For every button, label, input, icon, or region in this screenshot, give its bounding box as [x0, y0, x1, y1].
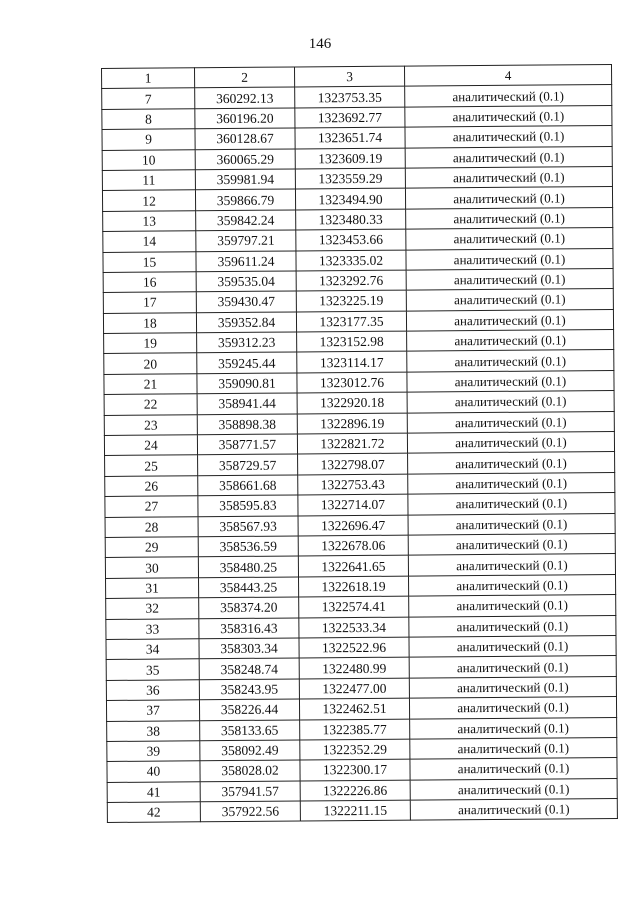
- point-number-cell: 23: [104, 414, 197, 435]
- header-cell-method: 4: [404, 64, 611, 86]
- x-coordinate-cell: 359312.23: [197, 332, 297, 353]
- y-coordinate-cell: 1322896.19: [297, 413, 407, 434]
- y-coordinate-cell: 1322714.07: [298, 494, 408, 515]
- x-coordinate-cell: 358092.49: [200, 740, 300, 761]
- method-cell: аналитический (0.1): [407, 391, 614, 413]
- point-number-cell: 37: [106, 700, 199, 721]
- method-cell: аналитический (0.1): [408, 554, 615, 576]
- method-cell: аналитический (0.1): [405, 85, 612, 107]
- method-cell: аналитический (0.1): [405, 146, 612, 168]
- point-number-cell: 32: [106, 598, 199, 619]
- point-number-cell: 8: [102, 109, 195, 130]
- point-number-cell: 26: [105, 476, 198, 497]
- point-number-cell: 38: [107, 720, 200, 741]
- x-coordinate-cell: 358028.02: [200, 760, 300, 781]
- method-cell: аналитический (0.1): [407, 370, 614, 392]
- x-coordinate-cell: 360196.20: [195, 108, 295, 129]
- x-coordinate-cell: 358536.59: [198, 536, 298, 557]
- y-coordinate-cell: 1322226.86: [300, 780, 410, 801]
- point-number-cell: 15: [103, 251, 196, 272]
- x-coordinate-cell: 357922.56: [200, 801, 300, 822]
- y-coordinate-cell: 1323753.35: [295, 87, 405, 108]
- table-body: [102, 85, 618, 823]
- point-number-cell: 36: [106, 679, 199, 700]
- point-number-cell: 40: [107, 761, 200, 782]
- coordinates-sheet: [101, 64, 617, 823]
- point-number-cell: 16: [103, 272, 196, 293]
- y-coordinate-cell: 1323335.02: [296, 250, 406, 271]
- header-cell-y: 3: [294, 66, 404, 87]
- point-number-cell: 39: [107, 741, 200, 762]
- x-coordinate-cell: 358941.44: [197, 393, 297, 414]
- y-coordinate-cell: 1323012.76: [297, 372, 407, 393]
- point-number-cell: 17: [103, 292, 196, 313]
- point-number-cell: 33: [106, 618, 199, 639]
- y-coordinate-cell: 1322480.99: [299, 657, 409, 678]
- point-number-cell: 12: [102, 190, 195, 211]
- x-coordinate-cell: 358480.25: [198, 556, 298, 577]
- x-coordinate-cell: 358567.93: [198, 516, 298, 537]
- x-coordinate-cell: 358374.20: [199, 597, 299, 618]
- method-cell: аналитический (0.1): [409, 635, 616, 657]
- point-number-cell: 28: [105, 516, 198, 537]
- method-cell: аналитический (0.1): [406, 228, 613, 250]
- header-cell-point: 1: [102, 68, 195, 89]
- method-cell: аналитический (0.1): [406, 289, 613, 311]
- method-cell: аналитический (0.1): [408, 493, 615, 515]
- y-coordinate-cell: 1323480.33: [296, 209, 406, 230]
- point-number-cell: 9: [102, 129, 195, 150]
- y-coordinate-cell: 1322385.77: [300, 719, 410, 740]
- x-coordinate-cell: 359245.44: [197, 352, 297, 373]
- y-coordinate-cell: 1322477.00: [299, 678, 409, 699]
- table-row: [107, 799, 617, 823]
- point-number-cell: 13: [103, 210, 196, 231]
- x-coordinate-cell: 357941.57: [200, 781, 300, 802]
- point-number-cell: 21: [104, 374, 197, 395]
- point-number-cell: 27: [105, 496, 198, 517]
- method-cell: аналитический (0.1): [409, 595, 616, 617]
- method-cell: аналитический (0.1): [409, 615, 616, 637]
- x-coordinate-cell: 358443.25: [199, 577, 299, 598]
- y-coordinate-cell: 1322211.15: [300, 800, 410, 821]
- point-number-cell: 29: [105, 537, 198, 558]
- point-number-cell: 10: [102, 149, 195, 170]
- page-number: 146: [308, 36, 332, 52]
- x-coordinate-cell: 358595.83: [198, 495, 298, 516]
- method-cell: аналитический (0.1): [410, 758, 617, 780]
- point-number-cell: 11: [102, 170, 195, 191]
- method-cell: аналитический (0.1): [406, 268, 613, 290]
- y-coordinate-cell: 1322678.06: [298, 535, 408, 556]
- method-cell: аналитический (0.1): [408, 452, 615, 474]
- y-coordinate-cell: 1323177.35: [296, 311, 406, 332]
- point-number-cell: 34: [106, 639, 199, 660]
- method-cell: аналитический (0.1): [409, 656, 616, 678]
- x-coordinate-cell: 358133.65: [200, 719, 300, 740]
- method-cell: аналитический (0.1): [410, 737, 617, 759]
- x-coordinate-cell: 358226.44: [199, 699, 299, 720]
- point-number-cell: 7: [102, 88, 195, 109]
- y-coordinate-cell: 1323292.76: [296, 270, 406, 291]
- method-cell: аналитический (0.1): [406, 207, 613, 229]
- point-number-cell: 31: [106, 578, 199, 599]
- method-cell: аналитический (0.1): [406, 248, 613, 270]
- method-cell: аналитический (0.1): [406, 309, 613, 331]
- method-cell: аналитический (0.1): [408, 574, 615, 596]
- y-coordinate-cell: 1323225.19: [296, 290, 406, 311]
- point-number-cell: 14: [103, 231, 196, 252]
- point-number-cell: 18: [103, 312, 196, 333]
- x-coordinate-cell: 358729.57: [198, 454, 298, 475]
- y-coordinate-cell: 1322753.43: [298, 474, 408, 495]
- y-coordinate-cell: 1323114.17: [297, 352, 407, 373]
- y-coordinate-cell: 1323692.77: [295, 107, 405, 128]
- method-cell: аналитический (0.1): [407, 330, 614, 352]
- y-coordinate-cell: 1323152.98: [297, 331, 407, 352]
- x-coordinate-cell: 359981.94: [195, 169, 295, 190]
- y-coordinate-cell: 1322300.17: [300, 759, 410, 780]
- method-cell: аналитический (0.1): [409, 697, 616, 719]
- point-number-cell: 35: [106, 659, 199, 680]
- x-coordinate-cell: 359611.24: [196, 250, 296, 271]
- method-cell: аналитический (0.1): [405, 105, 612, 127]
- x-coordinate-cell: 358248.74: [199, 658, 299, 679]
- y-coordinate-cell: 1322798.07: [298, 454, 408, 475]
- x-coordinate-cell: 360065.29: [195, 149, 295, 170]
- x-coordinate-cell: 358661.68: [198, 475, 298, 496]
- y-coordinate-cell: 1322533.34: [299, 617, 409, 638]
- x-coordinate-cell: 359535.04: [196, 271, 296, 292]
- method-cell: аналитический (0.1): [405, 126, 612, 148]
- point-number-cell: 41: [107, 781, 200, 802]
- x-coordinate-cell: 358243.95: [199, 679, 299, 700]
- x-coordinate-cell: 359090.81: [197, 373, 297, 394]
- method-cell: аналитический (0.1): [409, 676, 616, 698]
- x-coordinate-cell: 360292.13: [195, 87, 295, 108]
- x-coordinate-cell: 359430.47: [196, 291, 296, 312]
- y-coordinate-cell: 1322618.19: [299, 576, 409, 597]
- point-number-cell: 24: [104, 435, 197, 456]
- x-coordinate-cell: 358898.38: [197, 414, 297, 435]
- y-coordinate-cell: 1322462.51: [299, 698, 409, 719]
- method-cell: аналитический (0.1): [408, 533, 615, 555]
- y-coordinate-cell: 1323453.66: [296, 229, 406, 250]
- point-number-cell: 25: [105, 455, 198, 476]
- method-cell: аналитический (0.1): [408, 513, 615, 535]
- point-number-cell: 19: [104, 333, 197, 354]
- y-coordinate-cell: 1322920.18: [297, 392, 407, 413]
- y-coordinate-cell: 1323609.19: [295, 148, 405, 169]
- point-number-cell: 20: [104, 353, 197, 374]
- point-number-cell: 22: [104, 394, 197, 415]
- y-coordinate-cell: 1322696.47: [298, 515, 408, 536]
- method-cell: аналитический (0.1): [410, 717, 617, 739]
- point-number-cell: 30: [105, 557, 198, 578]
- coordinates-table: [101, 64, 618, 823]
- header-cell-x: 2: [195, 67, 295, 88]
- method-cell: аналитический (0.1): [407, 350, 614, 372]
- x-coordinate-cell: 359797.21: [196, 230, 296, 251]
- y-coordinate-cell: 1323651.74: [295, 127, 405, 148]
- y-coordinate-cell: 1322352.29: [300, 739, 410, 760]
- x-coordinate-cell: 358771.57: [197, 434, 297, 455]
- x-coordinate-cell: 358303.34: [199, 638, 299, 659]
- y-coordinate-cell: 1322574.41: [299, 596, 409, 617]
- method-cell: аналитический (0.1): [407, 411, 614, 433]
- y-coordinate-cell: 1322522.96: [299, 637, 409, 658]
- method-cell: аналитический (0.1): [405, 187, 612, 209]
- method-cell: аналитический (0.1): [410, 799, 617, 821]
- x-coordinate-cell: 359352.84: [196, 312, 296, 333]
- x-coordinate-cell: 360128.67: [195, 128, 295, 149]
- method-cell: аналитический (0.1): [407, 432, 614, 454]
- y-coordinate-cell: 1322641.65: [298, 555, 408, 576]
- x-coordinate-cell: 358316.43: [199, 618, 299, 639]
- y-coordinate-cell: 1323494.90: [295, 188, 405, 209]
- point-number-cell: 42: [107, 802, 200, 823]
- y-coordinate-cell: 1322821.72: [297, 433, 407, 454]
- method-cell: аналитический (0.1): [408, 472, 615, 494]
- method-cell: аналитический (0.1): [405, 166, 612, 188]
- method-cell: аналитический (0.1): [410, 778, 617, 800]
- x-coordinate-cell: 359866.79: [195, 189, 295, 210]
- x-coordinate-cell: 359842.24: [196, 210, 296, 231]
- y-coordinate-cell: 1323559.29: [295, 168, 405, 189]
